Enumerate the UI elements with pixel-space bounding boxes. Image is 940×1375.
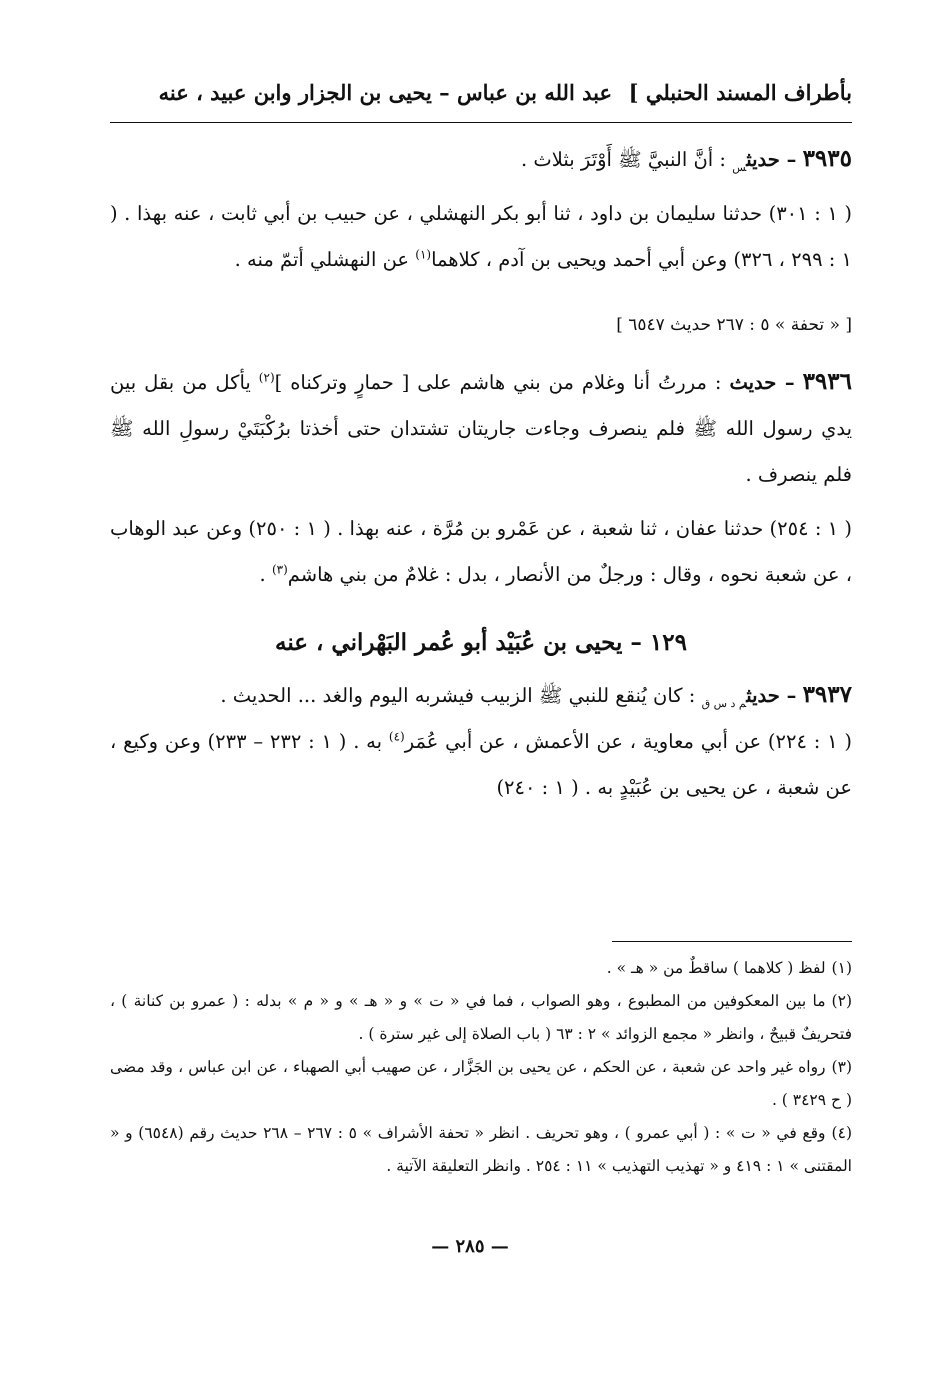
hadith-3936-matn [110,359,852,498]
footnote-mark: (١) [831,959,852,977]
footnote-ref[interactable]: (٢) [258,370,275,385]
hadith-label: – حديث [746,684,797,707]
isnad-text: ( ١ : ٢٥٤) حدثنا عفان ، ثنا شعبة ، عن عَمْرو بن مُرَّة ، عنه بهذا . ( ١ : ٢٥٠) وعن عبد الوهاب ، عن شعبة نحوه ، وقال : ورجلٌ من الأنصار ، بدل : غلامٌ من بني هاشم [110,517,852,586]
footnote-3 [110,1051,852,1117]
footnote-ref[interactable]: (٣) [271,562,288,577]
header-book-title: بأطراف المسند الحنبلي ] [628,80,852,105]
hadith-text: : مررتُ أنا وغلام من بني هاشم على [ حمارٍ وتركناه ] [274,371,722,394]
footnote-mark: (٢) [831,992,852,1010]
isnad-text-end: . [259,563,266,586]
hadith-text: : كان يُنقع للنبي ﷺ الزبيب فيشربه اليوم والغد ... الحديث . [220,684,696,707]
footnote-mark: (٤) [831,1124,852,1142]
footnote-text: رواه غير واحد عن شعبة ، عن الحكم ، عن يحيى بن الجَزَّار ، عن صهيب أبي الصهباء ، عن ابن عباس ، وقد مضى ( ح ٣٤٢٩ ) . [110,1058,852,1109]
footnote-text: لفظ ( كلاهما ) ساقطٌ من « هـ » . [606,959,826,977]
section-heading: ١٢٩ – يحيى بن عُبَيْد أبو عُمر البَهْراني ، عنه [275,629,687,656]
page-number: — ٢٨٥ — [431,1236,509,1257]
header-divider [110,122,852,123]
hadith-number: ٣٩٣٧ [802,681,852,708]
isnad-text-end: عن النهشلي أتمّ منه . [234,248,410,271]
hadith-3937-matn [110,672,852,719]
isnad-text: ( ١ : ٣٠١) حدثنا سليمان بن داود ، ثنا أبو بكر النهشلي ، عن حبيب بن أبي ثابت ، عنه بهذا . ( ١ : ٢٩٩ ، ٣٢٦) وعن أبي أحمد ويحيى بن آدم ، كلاهما [110,202,853,271]
footnote-divider [612,941,852,942]
hadith-text: : أنَّ النبيَّ ﷺ أَوْتَرَ بثلاث . [521,148,726,171]
hadith-number: ٣٩٣٦ [802,368,852,395]
hadith-siglum: س [732,160,747,174]
isnad-text-continued: به . ( ١ : ٢٣٢ – ٢٣٣) وعن وكيع ، عن شعبة ، عن يحيى بن عُبَيْدٍ به . ( ١ : ٢٤٠) [110,730,852,799]
footnote-ref[interactable]: (١) [415,247,432,262]
hadith-siglum: م د س ق [701,696,747,710]
footnote-4 [110,1117,852,1183]
isnad-text: ( ١ : ٢٢٤) عن أبي معاوية ، عن الأعمش ، عن أبي عُمَر [404,730,853,753]
footnote-text: وقع في « ت » : ( أبي عمرو ) ، وهو تحريف . انظر « تحفة الأشراف » ٥ : ٢٦٧ – ٢٦٨ حديث رقم (٦٥٤٨) و « المقتنى » ١ : ٤١٩ و « تهذيب التهذيب » ١١ : ٢٥٤ . وانظر التعليقة الآتية . [110,1124,852,1175]
footnotes [110,952,852,1183]
hadith-3935-isnad [110,191,852,283]
hadith-number: ٣٩٣٥ [802,145,852,172]
running-header [110,76,852,116]
footnote-mark: (٣) [831,1058,852,1076]
footnote-text: ما بين المعكوفين من المطبوع ، وهو الصواب ، فما في « ت » و « هـ » و « م » بدله : ( عمرو بن كنانة ) ، فتحريفٌ قبيحٌ ، وانظر « مجمع الزوائد » ٢ : ٦٣ ( باب الصلاة إلى غير سترة ) . [110,992,852,1043]
header-chapter-title: عبد الله بن عباس – يحيى بن الجزار وابن عبيد ، عنه [158,80,612,105]
footnote-ref[interactable]: (٤) [388,729,405,744]
hadith-text-continued: يأكل من بقل بين يدي رسول الله ﷺ فلم ينصرف وجاءت جاريتان تشتدان حتى أخذتا برُكْبَتَيْ رسولِ الله ﷺ فلم ينصرف . [110,371,852,486]
footnote-1 [110,952,852,985]
hadith-3935-matn [110,136,852,183]
main-text [110,136,852,811]
hadith-label: – حديث [746,148,797,171]
hadith-label: – حديث [729,371,795,394]
tuhfa-reference: [ « تحفة » ٥ : ٢٦٧ حديث ٦٥٤٧ ] [616,315,852,335]
hadith-3936-isnad [110,506,852,598]
hadith-3937-isnad [110,719,852,811]
footnote-2 [110,985,852,1051]
